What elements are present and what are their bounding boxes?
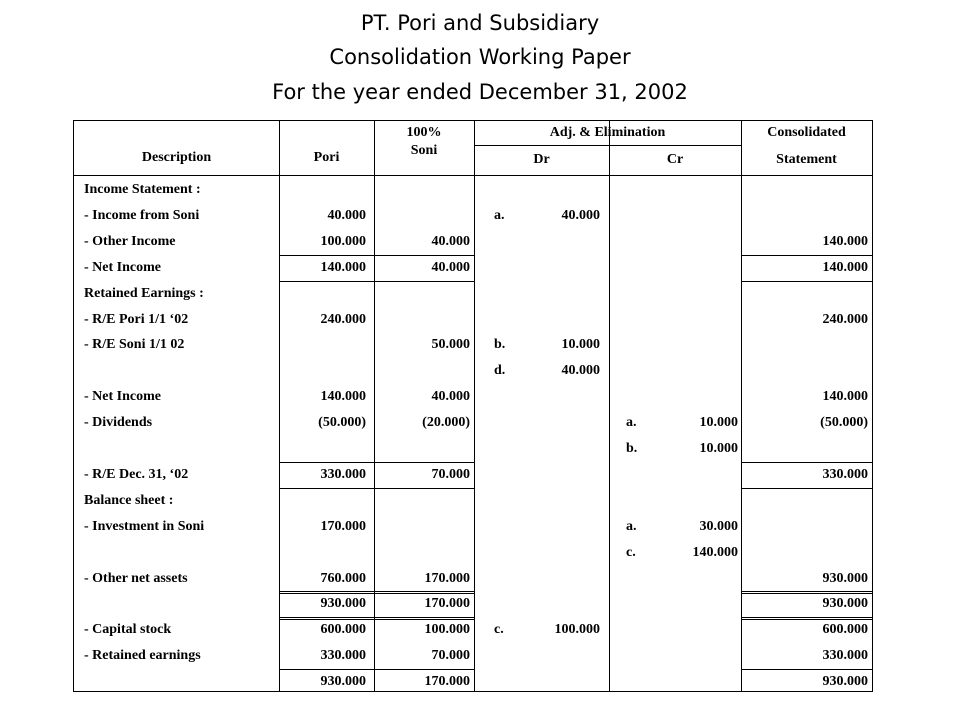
header-statement: Statement: [776, 152, 837, 167]
total-rule: [279, 591, 474, 594]
row-debit-value: 40.000: [561, 363, 600, 379]
row-soni-value: 70.000: [431, 648, 470, 664]
row-soni-value: 170.000: [424, 570, 470, 586]
row-description: - Net Income: [84, 259, 161, 275]
subtotal-rule: [741, 669, 872, 670]
section-rule: [741, 281, 872, 282]
row-debit-value: 10.000: [561, 337, 600, 353]
column-divider: [609, 121, 610, 691]
row-description: - Dividends: [84, 415, 153, 431]
header-divider: [474, 145, 741, 146]
row-credit-value: 10.000: [699, 415, 738, 431]
header-adjustment: Adj. & Elimination: [549, 125, 666, 140]
subtotal-rule: [279, 669, 474, 670]
row-soni-value: 170.000: [424, 596, 470, 612]
total-rule: [741, 617, 872, 620]
subtotal-rule: [279, 255, 474, 256]
row-consolidated-value: 140.000: [822, 233, 868, 249]
row-credit-ref: b.: [626, 441, 638, 456]
row-consolidated-value: 330.000: [822, 466, 868, 482]
row-soni-value: 70.000: [431, 466, 470, 482]
row-debit-ref: b.: [494, 337, 506, 353]
row-credit-ref: a.: [626, 415, 637, 431]
row-pori-value: 40.000: [327, 207, 366, 223]
section-rule: [279, 281, 474, 282]
row-consolidated-value: 930.000: [822, 674, 868, 690]
row-description: Balance sheet :: [84, 492, 174, 508]
row-pori-value: 600.000: [320, 622, 366, 638]
section-rule: [279, 488, 474, 489]
row-pori-value: 760.000: [320, 570, 366, 586]
row-debit-value: 100.000: [554, 622, 600, 638]
page-title: PT. Pori and Subsidiary: [360, 11, 600, 35]
row-pori-value: 170.000: [320, 518, 366, 534]
row-pori-value: 140.000: [320, 389, 366, 405]
row-description: - Capital stock: [84, 622, 172, 638]
row-consolidated-value: 930.000: [822, 596, 868, 612]
row-pori-value: 930.000: [320, 596, 366, 612]
row-consolidated-value: 930.000: [822, 570, 868, 586]
total-rule: [741, 591, 872, 594]
section-rule: [741, 488, 872, 489]
row-consolidated-value: 330.000: [822, 648, 868, 664]
subtotal-rule: [741, 255, 872, 256]
row-consolidated-value: 140.000: [822, 259, 868, 275]
row-description: - Other Income: [84, 233, 176, 249]
header-credit: Cr: [666, 152, 684, 167]
subtotal-rule: [741, 462, 872, 463]
row-pori-value: 100.000: [320, 233, 366, 249]
row-debit-value: 40.000: [561, 207, 600, 223]
row-description: Retained Earnings :: [84, 285, 204, 301]
row-description: Income Statement :: [84, 182, 201, 197]
total-rule: [279, 617, 474, 620]
row-debit-ref: a.: [494, 207, 505, 223]
row-soni-value: 50.000: [431, 337, 470, 353]
row-credit-value: 140.000: [692, 544, 738, 560]
row-soni-value: (20.000): [422, 415, 470, 431]
row-consolidated-value: (50.000): [820, 415, 868, 431]
header-soni-percent: 100%: [406, 125, 442, 140]
row-description: - Retained earnings: [84, 648, 201, 664]
row-soni-value: 40.000: [431, 259, 470, 275]
row-description: - Other net assets: [84, 570, 188, 586]
row-soni-value: 40.000: [431, 389, 470, 405]
row-credit-value: 10.000: [699, 441, 738, 456]
row-debit-ref: d.: [494, 363, 506, 379]
row-soni-value: 40.000: [431, 233, 470, 249]
row-pori-value: 930.000: [320, 674, 366, 690]
column-divider: [474, 121, 475, 691]
row-description: - R/E Dec. 31, ‘02: [84, 466, 189, 482]
header-description: Description: [141, 150, 212, 165]
row-pori-value: 330.000: [320, 466, 366, 482]
row-pori-value: 240.000: [320, 311, 366, 327]
header-consolidated: Consolidated: [767, 125, 846, 140]
row-description: - Investment in Soni: [84, 518, 205, 534]
header-divider: [74, 175, 872, 176]
row-pori-value: 140.000: [320, 259, 366, 275]
row-description: - R/E Pori 1/1 ‘02: [84, 311, 189, 327]
row-credit-value: 30.000: [699, 518, 738, 534]
row-consolidated-value: 240.000: [822, 311, 868, 327]
page-subtitle: Consolidation Working Paper: [329, 45, 631, 69]
header-pori: Pori: [313, 150, 340, 165]
header-debit: Dr: [533, 152, 550, 167]
row-description: - Net Income: [84, 389, 161, 405]
row-credit-ref: c.: [626, 544, 636, 560]
row-description: - R/E Soni 1/1 02: [84, 337, 185, 353]
row-consolidated-value: 600.000: [822, 622, 868, 638]
row-description: - Income from Soni: [84, 207, 200, 223]
row-debit-ref: c.: [494, 622, 504, 638]
row-credit-ref: a.: [626, 518, 637, 534]
row-consolidated-value: 140.000: [822, 389, 868, 405]
working-paper-table: [73, 120, 873, 692]
header-soni: Soni: [410, 143, 438, 158]
subtotal-rule: [279, 462, 474, 463]
row-pori-value: 330.000: [320, 648, 366, 664]
row-soni-value: 100.000: [424, 622, 470, 638]
row-soni-value: 170.000: [424, 674, 470, 690]
page-period: For the year ended December 31, 2002: [272, 80, 688, 104]
row-pori-value: (50.000): [318, 415, 366, 431]
